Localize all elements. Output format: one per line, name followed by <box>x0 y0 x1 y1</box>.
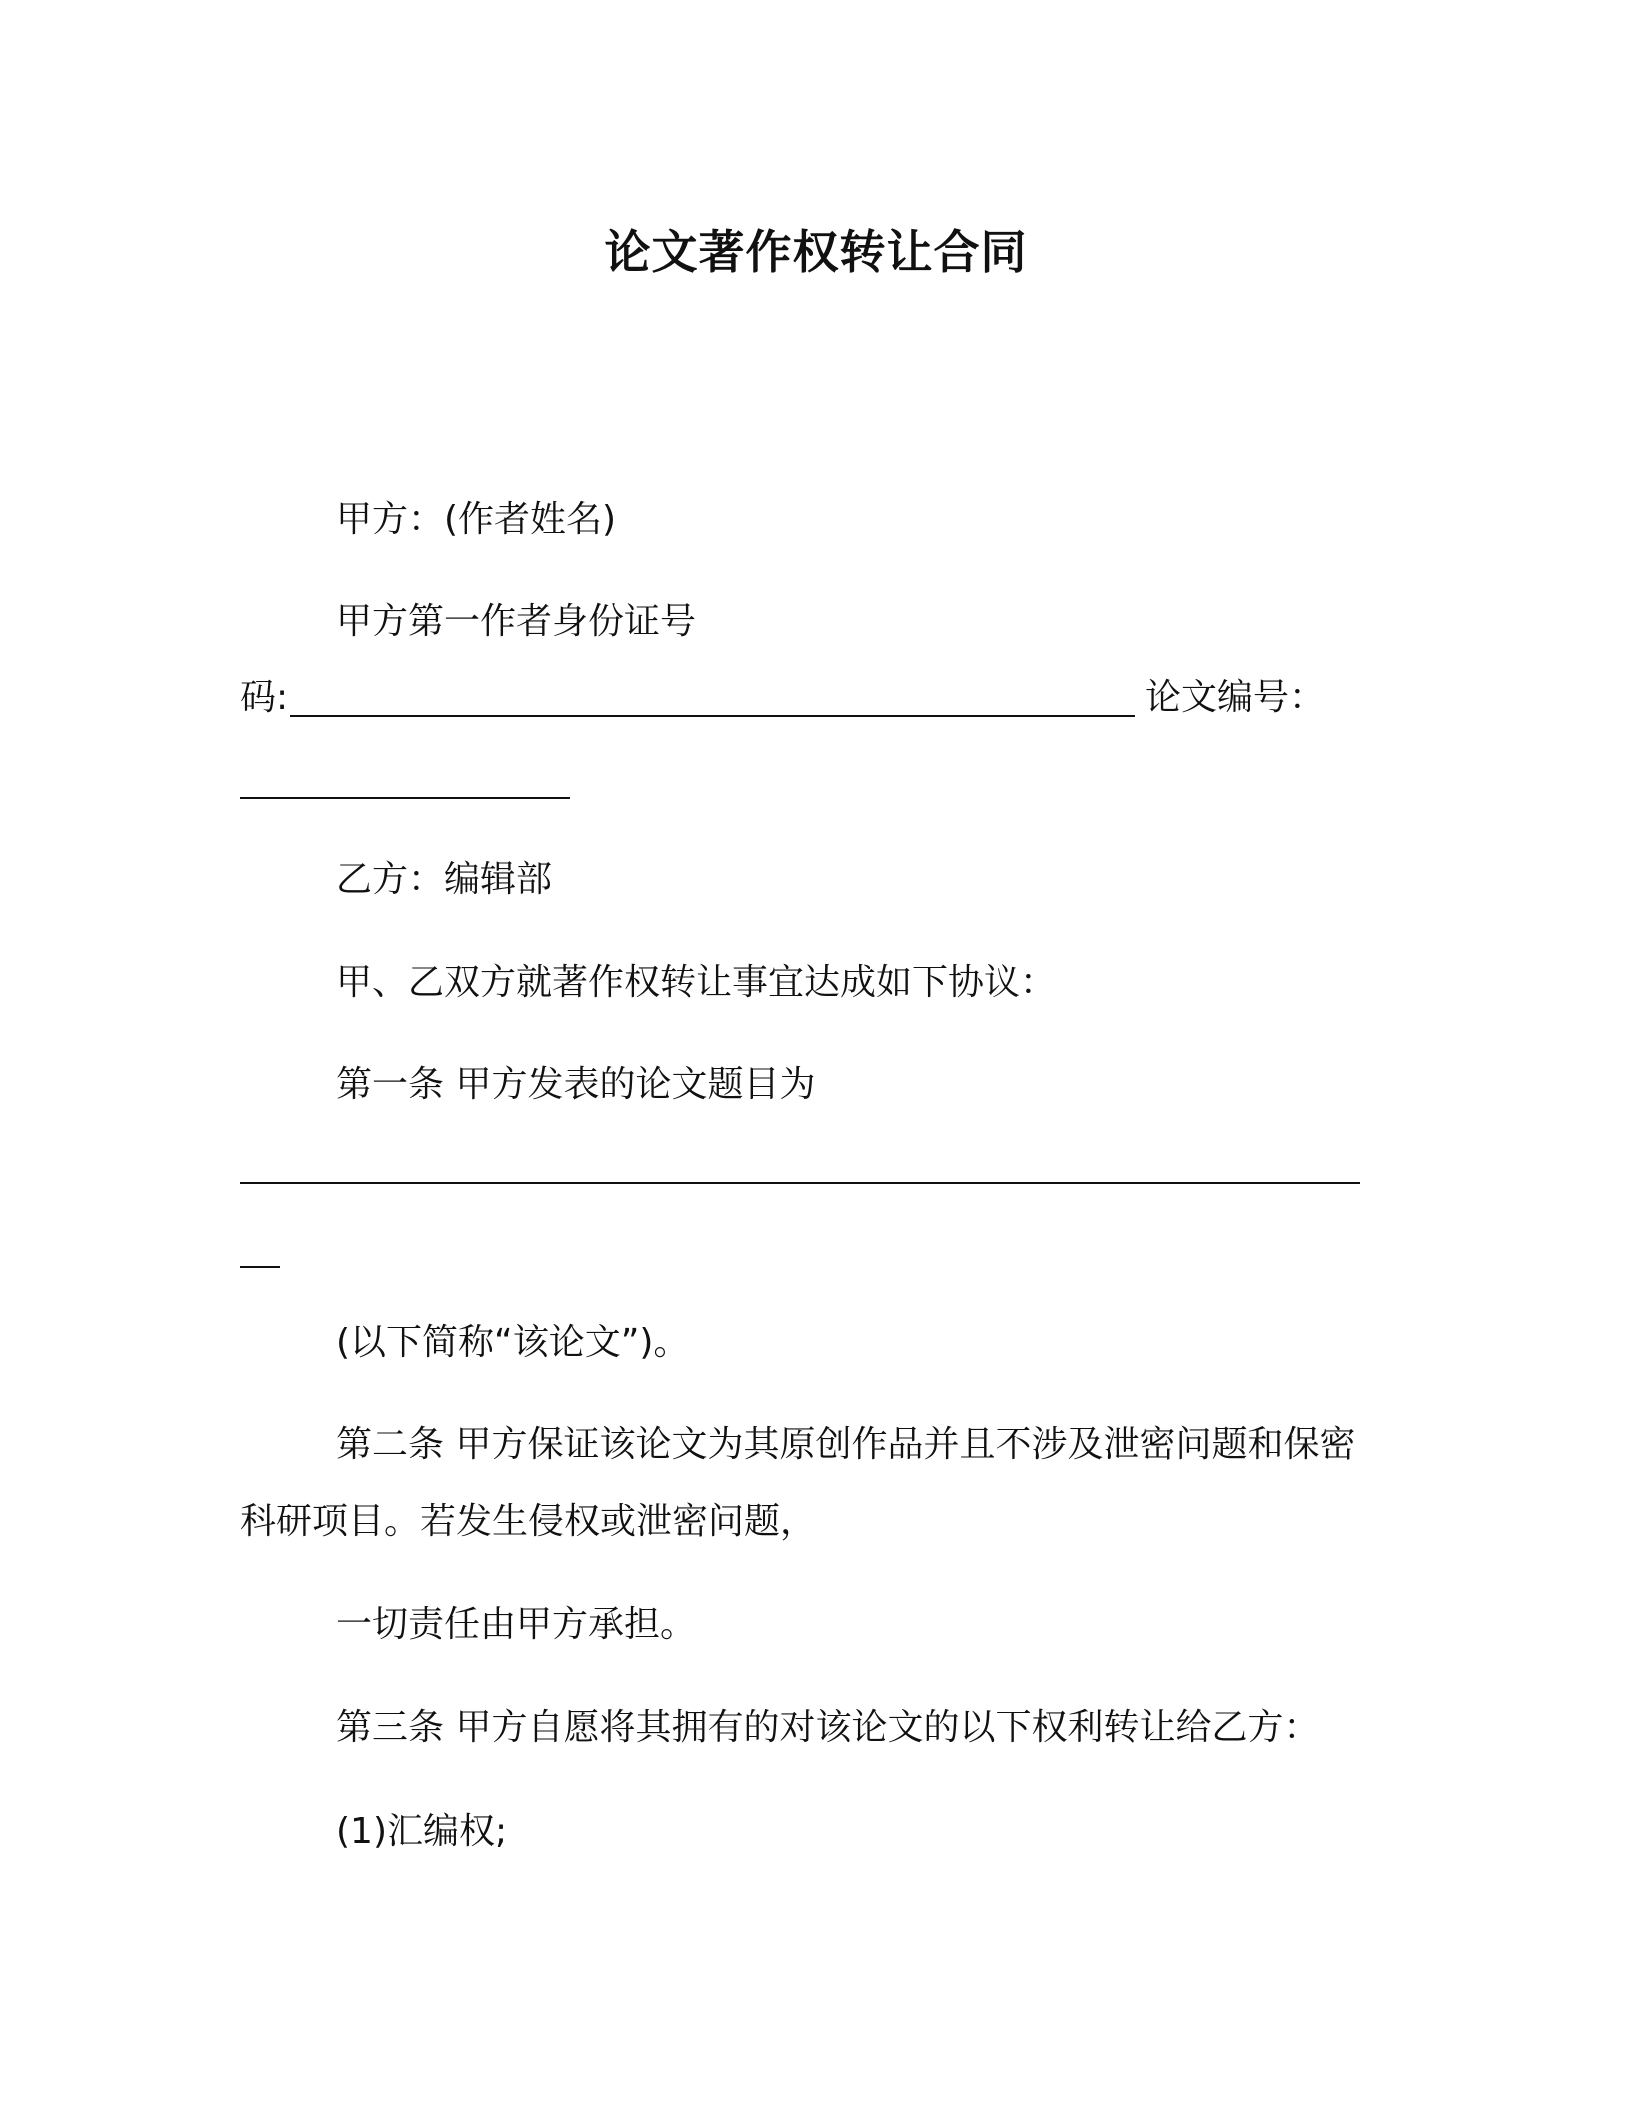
list-item-1: (1)汇编权; <box>336 1811 508 1852</box>
party-a-line: 甲方：(作者姓名) <box>336 499 617 540</box>
article-1-abbreviation: (以下简称“该论文”)。 <box>336 1322 690 1363</box>
party-a-id-prefix: 码: <box>240 677 289 718</box>
article-2-line-1: 第二条 甲方保证该论文为其原创作品并且不涉及泄密问题和保密 <box>336 1424 1356 1465</box>
article-2-line-3: 一切责任由甲方承担。 <box>336 1604 697 1645</box>
party-a-id-label: 甲方第一作者身份证号 <box>336 601 697 642</box>
article-1: 第一条 甲方发表的论文题目为 <box>336 1064 816 1105</box>
paper-number-blank <box>240 797 570 799</box>
document-title: 论文著作权转让合同 <box>604 225 1028 279</box>
paper-number-label: 论文编号： <box>1145 677 1326 718</box>
party-b-line: 乙方：编辑部 <box>336 859 553 900</box>
article-3: 第三条 甲方自愿将其拥有的对该论文的以下权利转让给乙方： <box>336 1707 1320 1748</box>
id-number-blank <box>290 715 1135 717</box>
agreement-intro: 甲、乙双方就著作权转让事宜达成如下协议： <box>336 962 1057 1003</box>
paper-title-blank <box>240 1182 1360 1184</box>
article-2-line-2: 科研项目。若发生侵权或泄密问题， <box>240 1501 817 1542</box>
paper-title-blank-continued <box>240 1266 280 1268</box>
